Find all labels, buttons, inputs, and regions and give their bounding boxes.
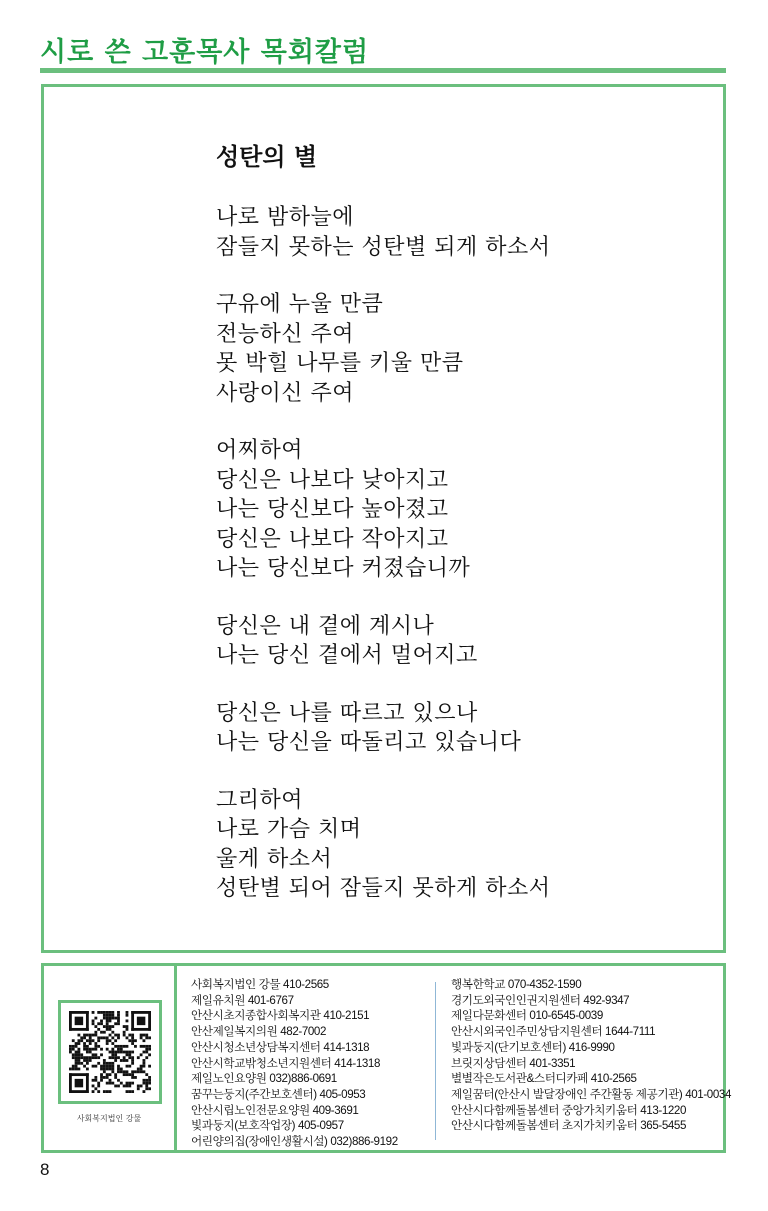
- directory-entry: 어린양의집(장애인생활시설) 032)886-9192: [191, 1135, 398, 1149]
- poem-line: 나는 당신보다 커졌습니까: [216, 556, 471, 581]
- poem-title: 성탄의 별: [216, 143, 318, 171]
- directory-entry: 안산시립노인전문요양원 409-3691: [191, 1103, 359, 1117]
- poem-line: 잠들지 못하는 성탄별 되게 하소서: [216, 234, 551, 260]
- poem-stanza: [216, 203, 696, 262]
- directory-entry: 꿈꾸는둥지(주간보호센터) 405-0953: [191, 1087, 366, 1101]
- poem-body: [216, 203, 696, 904]
- poem-line: 당신은 나를 따르고 있으나: [216, 700, 478, 726]
- poem-line: 어찌하여: [216, 438, 304, 463]
- directory-entry: 브릿지상담센터 401-3351: [451, 1056, 576, 1070]
- poem-stanza: [216, 290, 696, 408]
- poem-line: 구유에 누울 만큼: [216, 292, 384, 317]
- directory-left-column: [191, 977, 398, 1150]
- directory-entry: 제일다문화센터 010-6545-0039: [451, 1009, 603, 1023]
- directory-entry: 안산시다함께돌봄센터 초지가치키움터 365-5455: [451, 1119, 687, 1133]
- poem-stanza: [216, 786, 696, 904]
- column-divider: [435, 982, 436, 1140]
- header-divider: [40, 68, 726, 73]
- poem-line: 당신은 내 곁에 계시나: [216, 613, 435, 639]
- directory-divider: [174, 966, 177, 1150]
- directory-entry: 제일꿈터(안산시 발달장애인 주간활동 제공기관) 401-0034: [451, 1087, 731, 1101]
- poem-line: 못 박힐 나무를 키울 만큼: [216, 351, 464, 376]
- poem-frame: [41, 84, 726, 953]
- poem-line: 울게 하소서: [216, 846, 333, 872]
- directory-panel: [41, 963, 731, 1153]
- poem-line: 나는 당신을 따돌리고 있습니다: [216, 730, 522, 755]
- directory-entry: 안산제일복지의원 482-7002: [191, 1025, 327, 1039]
- poem-line: 나로 밤하늘에: [216, 205, 355, 230]
- poem-line: 나는 당신 곁에서 멀어지고: [216, 643, 478, 668]
- directory-entry: 안산시초지종합사회복지관 410-2151: [191, 1009, 370, 1023]
- qr-code-icon[interactable]: [69, 1011, 151, 1093]
- directory-entry: 빛과둥지(보호작업장) 405-0957: [191, 1119, 344, 1133]
- directory-entry: 제일유치원 401-6767: [191, 993, 294, 1007]
- qr-caption: 사회복지법인 강물: [76, 1114, 142, 1123]
- poem: [216, 143, 696, 932]
- directory-entry: 안산시청소년상담복지센터 414-1318: [191, 1040, 370, 1054]
- directory-entry: 행복한학교 070-4352-1590: [451, 978, 582, 991]
- poem-line: 당신은 나보다 낮아지고: [216, 467, 449, 493]
- poem-line: 나는 당신보다 높아졌고: [216, 497, 449, 522]
- directory-entry: 별별작은도서관&스터디카페 410-2565: [451, 1072, 637, 1086]
- poem-stanza: [216, 612, 696, 671]
- directory-right-column: [451, 977, 731, 1134]
- directory-entry: 안산시다함께돌봄센터 중앙가치키움터 413-1220: [451, 1103, 687, 1117]
- poem-line: 사랑이신 주여: [216, 380, 355, 406]
- directory-entry: 경기도외국인인권지원센터 492-9347: [451, 993, 630, 1007]
- poem-line: 나로 가슴 치며: [216, 817, 362, 842]
- poem-stanza: [216, 699, 696, 758]
- poem-line: 그리하여: [216, 787, 304, 813]
- directory-entry: 제일노인요양원 032)886-0691: [191, 1072, 337, 1086]
- column-series-title: 시로 쓴 고훈목사 목회칼럼: [40, 37, 370, 68]
- poem-line: 당신은 나보다 작아지고: [216, 526, 449, 552]
- qr-code-frame: [58, 1000, 162, 1104]
- directory-entry: 안산시외국인주민상담지원센터 1644-7111: [451, 1025, 656, 1039]
- poem-stanza: [216, 436, 696, 584]
- directory-entry: 빛과둥지(단기보호센터) 416-9990: [451, 1040, 615, 1054]
- directory-entry: 안산시학교밖청소년지원센터 414-1318: [191, 1056, 381, 1070]
- poem-line: 전능하신 주여: [216, 321, 355, 347]
- page-number: 8: [40, 1160, 50, 1179]
- poem-line: 성탄별 되어 잠들지 못하게 하소서: [216, 876, 551, 901]
- directory-entry: 사회복지법인 강물 410-2565: [191, 978, 329, 991]
